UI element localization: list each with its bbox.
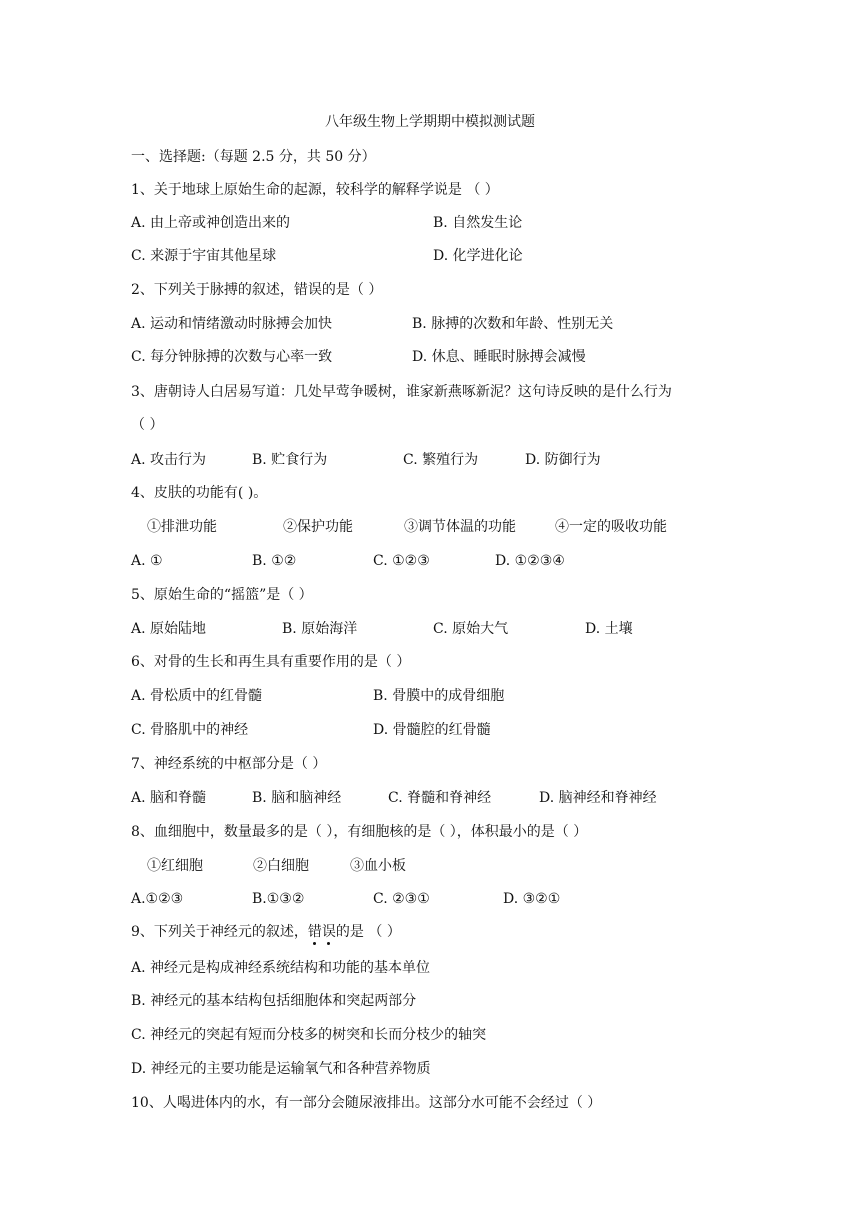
question-2-option-a: A. 运动和情绪激动时脉搏会加快 — [131, 316, 333, 332]
question-2-stem: 2、下列关于脉搏的叙述，错误的是（ ） — [131, 282, 383, 298]
section-heading: 一、选择题:（每题 2.5 分，共 50 分） — [131, 149, 376, 165]
question-4-item-3: ③调节体温的功能 — [404, 519, 516, 535]
question-4-option-b: B. ①② — [252, 553, 297, 569]
question-9-stem-tail: 的是 （ ） — [335, 924, 401, 940]
question-5-option-d: D. 土壤 — [585, 621, 633, 637]
question-7-option-b: B. 脑和脑神经 — [252, 790, 342, 806]
question-3-stem-continued: （ ） — [131, 417, 164, 433]
question-8-option-d: D. ③②① — [503, 891, 561, 907]
question-2-option-c: C. 每分钟脉搏的次数与心率一致 — [131, 349, 333, 365]
question-5-option-a: A. 原始陆地 — [131, 621, 207, 637]
question-6-option-d: D. 骨髓腔的红骨髓 — [373, 722, 491, 738]
question-2-option-d: D. 休息、睡眠时脉搏会减慢 — [412, 349, 586, 365]
question-7-option-c: C. 脊髓和脊神经 — [388, 790, 492, 806]
question-9-option-d: D. 神经元的主要功能是运输氧气和各种营养物质 — [131, 1061, 431, 1077]
question-1-stem: 1、关于地球上原始生命的起源，较科学的解释学说是 （ ） — [131, 182, 499, 198]
question-1-option-c: C. 来源于宇宙其他星球 — [131, 248, 277, 264]
question-7-option-a: A. 脑和脊髓 — [131, 790, 207, 806]
question-6-option-c: C. 骨胳肌中的神经 — [131, 722, 249, 738]
question-9-option-c: C. 神经元的突起有短而分枝多的树突和长而分枝少的轴突 — [131, 1027, 487, 1043]
question-7-stem: 7、神经系统的中枢部分是（ ） — [131, 756, 327, 772]
question-9-option-b: B. 神经元的基本结构包括细胞体和突起两部分 — [131, 993, 417, 1009]
question-3-option-a: A. 攻击行为 — [131, 452, 207, 468]
question-7-option-d: D. 脑神经和脊神经 — [539, 790, 657, 806]
question-4-stem: 4、皮肤的功能有( )。 — [131, 485, 268, 501]
emphasis-char: 错 — [307, 924, 322, 940]
page-title: 八年级生物上学期期中模拟测试题 — [325, 114, 535, 130]
question-8-stem: 8、血细胞中，数量最多的是（ ），有细胞核的是（ ），体积最小的是（ ） — [131, 824, 588, 840]
question-3-option-c: C. 繁殖行为 — [403, 452, 479, 468]
question-3-option-b: B. 贮食行为 — [252, 452, 328, 468]
question-2-option-b: B. 脉搏的次数和年龄、性别无关 — [412, 316, 614, 332]
question-4-option-a: A. ① — [131, 553, 163, 569]
question-9-option-a: A. 神经元是构成神经系统结构和功能的基本单位 — [131, 960, 431, 976]
question-10-stem: 10、人喝进体内的水，有一部分会随尿液排出。这部分水可能不会经过（ ） — [131, 1095, 602, 1111]
question-8-option-a: A.①②③ — [131, 891, 184, 907]
question-6-option-b: B. 骨膜中的成骨细胞 — [373, 688, 505, 704]
question-6-option-a: A. 骨松质中的红骨髓 — [131, 688, 263, 704]
question-4-item-2: ②保护功能 — [283, 519, 353, 535]
question-4-item-4: ④一定的吸收功能 — [555, 519, 667, 535]
question-4-option-d: D. ①②③④ — [495, 553, 565, 569]
question-8-item-2: ②白细胞 — [253, 858, 309, 874]
question-5-stem: 5、原始生命的“摇篮”是（ ） — [131, 587, 313, 603]
question-9-stem-lead: 9、下列关于神经元的叙述， — [131, 924, 308, 940]
question-3-option-d: D. 防御行为 — [525, 452, 601, 468]
emphasis-char: 误 — [321, 924, 336, 940]
question-1-option-b: B. 自然发生论 — [433, 215, 523, 231]
question-4-option-c: C. ①②③ — [373, 553, 430, 569]
question-3-stem: 3、唐朝诗人白居易写道：几处早莺争暖树，谁家新燕啄新泥？这句诗反映的是什么行为 — [131, 384, 672, 400]
question-9-stem — [131, 923, 401, 941]
question-5-option-c: C. 原始大气 — [433, 621, 509, 637]
question-6-stem: 6、对骨的生长和再生具有重要作用的是（ ） — [131, 654, 411, 670]
question-8-option-b: B.①③② — [252, 891, 305, 907]
question-4-item-1: ①排泄功能 — [147, 519, 217, 535]
question-8-item-3: ③血小板 — [350, 858, 406, 874]
question-5-option-b: B. 原始海洋 — [282, 621, 358, 637]
question-8-option-c: C. ②③① — [373, 891, 430, 907]
question-1-option-d: D. 化学进化论 — [433, 248, 523, 264]
question-8-item-1: ①红细胞 — [147, 858, 203, 874]
question-1-option-a: A. 由上帝或神创造出来的 — [131, 215, 291, 231]
